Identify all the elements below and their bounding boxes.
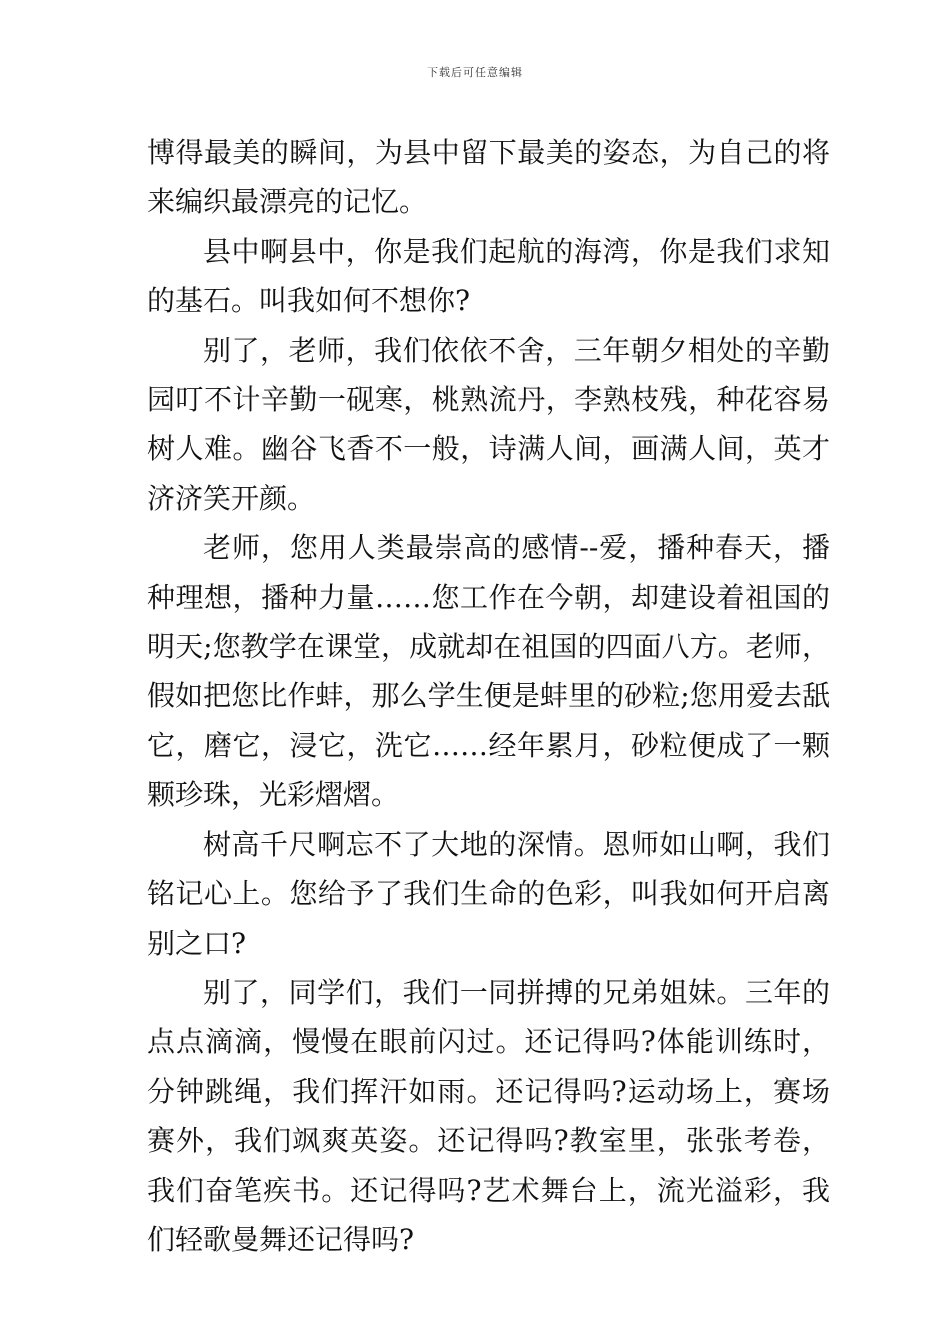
document-body (147, 128, 830, 1264)
paragraph-farewell-classmates: 别了，同学们，我们一同拼搏的兄弟姐妹。三年的点点滴滴，慢慢在眼前闪过。还记得吗?体能训练时，分钟跳绳，我们挥汗如雨。还记得吗?运动场上，赛场赛外，我们飒爽英姿。还记得吗?教室里，张张考卷，我们奋笔疾书。还记得吗?艺术舞台上，流光溢彩，我们轻歌曼舞还记得吗? (147, 975, 830, 1256)
paragraph-farewell-teachers: 别了，老师，我们依依不舍，三年朝夕相处的辛勤园叮不计辛勤一砚寒，桃熟流丹，李熟枝残，种花容易树人难。幽谷飞香不一般，诗满人间，画满人间，英才济济笑开颜。 (147, 333, 830, 515)
paragraph-gratitude: 树高千尺啊忘不了大地的深情。恩师如山啊，我们铭记心上。您给予了我们生命的色彩，叫我如何开启离别之口? (147, 827, 830, 960)
paragraph-school: 县中啊县中，你是我们起航的海湾，你是我们求知的基石。叫我如何不想你? (147, 234, 830, 318)
paragraph-teacher-love: 老师，您用人类最崇高的感情--爱，播种春天，播种理想，播种力量……您工作在今朝，却建设着祖国的明天;您教学在课堂，成就却在祖国的四面八方。老师，假如把您比作蚌，那么学生便是蚌里的砂粒;您用爱去舐它，磨它，浸它，洗它……经年累月，砂粒便成了一颗颗珍珠，光彩熠熠。 (147, 531, 830, 812)
paragraph-continuation: 博得最美的瞬间，为县中留下最美的姿态，为自己的将来编织最漂亮的记忆。 (147, 136, 830, 219)
page-header: 下载后可任意编辑 (427, 66, 523, 79)
